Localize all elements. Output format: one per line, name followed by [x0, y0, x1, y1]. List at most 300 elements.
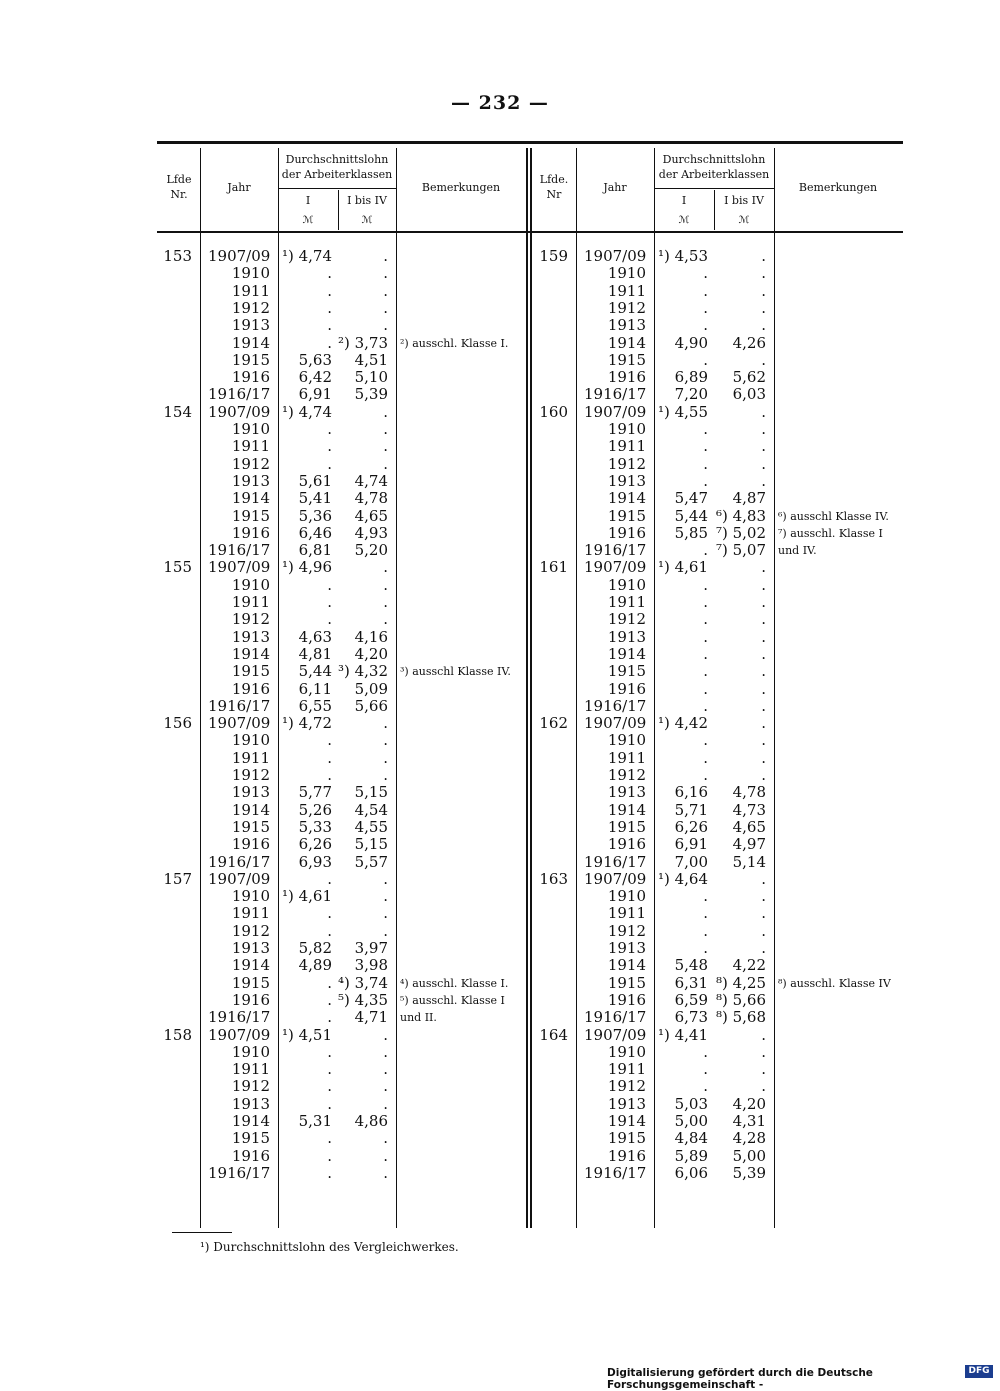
header-durchschnitt-right [654, 152, 774, 182]
year-cell: 1913 [231, 316, 270, 335]
year-cell: 1914 [607, 800, 646, 819]
wage-class-i: 4,63 [298, 627, 332, 646]
wage-class-i: 5,63 [298, 350, 332, 369]
header-unit-i: ℳ [302, 215, 314, 226]
wage-class-i: . [327, 437, 332, 456]
year-cell: 1915 [607, 1129, 646, 1148]
wage-class-i-iv: 4,26 [732, 333, 766, 352]
wage-class-i-iv: . [761, 869, 766, 888]
year-cell: 1915 [231, 506, 270, 525]
wage-class-i: . [703, 696, 708, 715]
wage-class-i-iv: 5,57 [354, 852, 388, 871]
wage-class-i-iv: 4,65 [732, 817, 766, 836]
wage-class-i: . [703, 662, 708, 681]
header-lfde: Lfde [166, 173, 192, 186]
wage-class-i: 6,91 [298, 385, 332, 404]
center-double-rule-2 [530, 148, 532, 1228]
wage-class-i-iv: 4,78 [732, 783, 766, 802]
wage-class-i: 6,89 [674, 368, 708, 387]
wage-class-i: . [703, 939, 708, 957]
header-col-i-iv-right: I bis IV [724, 194, 764, 207]
wage-class-i: 5,41 [298, 489, 332, 508]
wage-class-i: . [327, 1094, 332, 1113]
year-cell: 1911 [231, 904, 270, 923]
wage-class-i: ¹) 4,72 [281, 714, 332, 733]
year-cell: 1916 [607, 835, 646, 854]
header-durchschnitt-line2: der Arbeiterklassen [281, 168, 393, 181]
wage-class-i: 4,90 [674, 333, 708, 352]
year-cell: 1915 [231, 1129, 270, 1148]
wage-class-i: . [327, 454, 332, 473]
wage-class-i: 6,26 [298, 835, 332, 854]
wage-class-i: 5,77 [298, 783, 332, 802]
wage-class-i-iv: . [761, 264, 766, 283]
wage-class-i: 4,81 [298, 644, 332, 663]
footnote: ¹) Durchschnittslohn des Vergleichwerkes. [200, 1240, 459, 1254]
wage-class-i-iv: . [761, 921, 766, 940]
wage-class-i: . [327, 316, 332, 335]
year-cell: 1910 [607, 731, 646, 750]
year-cell: 1915 [607, 506, 646, 525]
wage-class-i-iv: . [761, 731, 766, 750]
wage-class-i-iv: 4,93 [354, 523, 388, 542]
wage-class-i-iv: 4,87 [732, 489, 766, 508]
year-cell: 1916 [607, 679, 646, 698]
dfg-credit: Digitalisierung gefördert durch die Deutsche Forschungsgemeinschaft - [607, 1367, 873, 1391]
wage-class-i: ¹) 4,41 [657, 1025, 708, 1044]
row-number: 156 [163, 714, 192, 733]
wage-class-i: . [703, 766, 708, 784]
remark-note: und II. [400, 1011, 437, 1025]
wage-class-i-iv: 5,62 [732, 368, 766, 387]
footnote-rule [172, 1232, 232, 1233]
wage-class-i: . [327, 990, 332, 1009]
year-cell: 1916/17 [584, 1163, 647, 1182]
wage-class-i-iv: 5,10 [354, 368, 388, 387]
year-cell: 1913 [607, 1094, 646, 1113]
wage-class-i: . [327, 1146, 332, 1165]
wage-class-i: . [703, 420, 708, 438]
wage-class-i-iv: . [383, 904, 388, 923]
wage-class-i-iv: . [383, 420, 388, 438]
wage-class-i-iv: . [761, 679, 766, 698]
wage-class-i: . [703, 1077, 708, 1096]
wage-class-i-iv: . [761, 1042, 766, 1061]
wage-class-i-iv: . [383, 1060, 388, 1079]
header-unit-i-iv: ℳ [361, 215, 373, 226]
year-cell: 1913 [607, 471, 646, 490]
wage-class-i-iv: . [761, 593, 766, 611]
year-cell: 1912 [607, 1077, 646, 1096]
year-cell: 1915 [607, 973, 646, 992]
vrule [774, 148, 775, 1228]
header-lfde-nr [158, 172, 200, 202]
wage-class-i: . [327, 921, 332, 940]
header-bemerkungen-left: Bemerkungen [421, 181, 501, 194]
row-number: 163 [539, 869, 568, 888]
year-cell: 1910 [231, 420, 270, 438]
wage-class-i: 5,03 [674, 1094, 708, 1113]
wage-class-i-iv: . [383, 593, 388, 611]
header-durchschnitt-line1: Durchschnittslohn [285, 153, 389, 166]
year-cell: 1913 [607, 783, 646, 802]
year-cell: 1916/17 [208, 385, 271, 404]
wage-class-i: . [703, 264, 708, 283]
year-cell: 1910 [607, 887, 646, 906]
wage-class-i: . [327, 869, 332, 888]
wage-class-i: 5,47 [674, 489, 708, 508]
year-cell: 1914 [607, 644, 646, 663]
year-cell: 1916/17 [584, 852, 647, 871]
wage-class-i-iv: 4,97 [732, 835, 766, 854]
wage-class-i: 5,00 [674, 1112, 708, 1130]
vrule [200, 148, 201, 1228]
wage-class-i: 5,31 [298, 1112, 332, 1130]
year-cell: 1912 [607, 921, 646, 940]
header-unit-i-right: ℳ [678, 215, 690, 226]
year-cell: 1916 [231, 523, 270, 542]
wage-class-i-iv: 5,39 [732, 1163, 766, 1182]
row-number: 160 [539, 402, 568, 421]
year-cell: 1913 [231, 627, 270, 646]
wage-class-i-iv: 5,15 [354, 835, 388, 854]
wage-class-i-iv: . [383, 264, 388, 283]
header-durchschnitt [278, 152, 396, 182]
wage-class-i: . [703, 904, 708, 923]
wage-class-i: . [327, 1060, 332, 1079]
remark-note: und IV. [778, 544, 817, 558]
wage-class-i: 6,31 [674, 973, 708, 992]
wage-class-i-iv: 4,28 [732, 1129, 766, 1148]
wage-class-i: 6,81 [298, 541, 332, 560]
year-cell: 1915 [607, 662, 646, 681]
header-jahr-right: Jahr [603, 181, 627, 194]
wage-class-i: . [703, 575, 708, 594]
year-cell: 1915 [231, 350, 270, 369]
wage-class-i: . [327, 420, 332, 438]
wage-class-i-iv: 4,51 [354, 350, 388, 369]
year-cell: 1914 [607, 956, 646, 975]
wage-class-i-iv: 4,86 [354, 1112, 388, 1130]
year-cell: 1916/17 [208, 1163, 271, 1182]
header-col-i-right: I [681, 194, 687, 207]
year-cell: 1916/17 [208, 541, 271, 560]
wage-class-i-iv: . [383, 437, 388, 456]
wage-class-i-iv: . [761, 1025, 766, 1044]
wage-class-i-iv: . [761, 610, 766, 629]
wage-class-i: . [327, 281, 332, 300]
year-cell: 1915 [231, 973, 270, 992]
year-cell: 1912 [231, 1077, 270, 1096]
wage-class-i-iv: . [383, 281, 388, 300]
year-cell: 1911 [607, 593, 646, 611]
wage-class-i-iv: ⁵) 4,35 [337, 990, 388, 1009]
wage-class-i-iv: . [761, 748, 766, 767]
remark-note: ⁵) ausschl. Klasse I [400, 993, 505, 1007]
year-cell: 1914 [231, 489, 270, 508]
remark-note: ⁶) ausschl Klasse IV. [778, 509, 889, 523]
row-number: 154 [163, 402, 192, 421]
wage-class-i-iv: . [761, 766, 766, 784]
wage-class-i: . [703, 281, 708, 300]
wage-class-i-iv: 4,65 [354, 506, 388, 525]
wage-class-i: . [703, 298, 708, 317]
wage-class-i: . [327, 766, 332, 784]
wage-class-i-iv: 4,55 [354, 817, 388, 836]
dfg-logo: DFG [965, 1365, 993, 1378]
year-cell: 1907/09 [208, 869, 271, 888]
wage-class-i-iv: ⁶) 4,83 [715, 506, 766, 525]
wage-class-i-iv: . [761, 437, 766, 456]
wage-class-i: . [327, 1163, 332, 1182]
top-rule [157, 141, 903, 144]
wage-class-i-iv: . [761, 627, 766, 646]
wage-class-i-iv: ³) 4,32 [337, 662, 388, 681]
year-cell: 1911 [607, 281, 646, 300]
wage-class-i: 4,89 [298, 956, 332, 975]
wage-class-i-iv: 4,54 [354, 800, 388, 819]
wage-class-i: ¹) 4,74 [281, 402, 332, 421]
year-cell: 1916 [607, 990, 646, 1009]
wage-class-i-iv: 5,09 [354, 679, 388, 698]
wage-class-i: ¹) 4,55 [657, 402, 708, 421]
wage-class-i: 5,71 [674, 800, 708, 819]
wage-class-i: . [327, 748, 332, 767]
wage-class-i-iv: 5,20 [354, 541, 388, 560]
wage-class-i-iv: 4,16 [354, 627, 388, 646]
header-bemerkungen-right: Bemerkungen [798, 181, 878, 194]
wage-class-i: . [703, 610, 708, 629]
wage-class-i-iv: . [761, 714, 766, 733]
wage-class-i-iv: ⁴) 3,74 [337, 973, 388, 992]
center-double-rule [526, 148, 528, 1228]
wage-class-i-iv: . [383, 921, 388, 940]
year-cell: 1910 [607, 1042, 646, 1061]
year-cell: 1915 [607, 350, 646, 369]
page-number: — 232 — [451, 92, 549, 114]
wage-class-i: ¹) 4,64 [657, 869, 708, 888]
wage-class-i-iv: . [383, 887, 388, 906]
wage-class-i-iv: . [761, 662, 766, 681]
header-jahr: Jahr [227, 181, 251, 194]
wage-class-i-iv: 4,73 [732, 800, 766, 819]
year-cell: 1916/17 [208, 1008, 271, 1027]
wage-class-i-iv: . [761, 696, 766, 715]
wage-class-i-iv: . [383, 869, 388, 888]
year-cell: 1911 [607, 904, 646, 923]
header-lfde-nr-right [532, 172, 576, 202]
wage-class-i: . [703, 541, 708, 560]
wage-class-i: . [703, 1042, 708, 1061]
wage-class-i-iv: . [383, 1146, 388, 1165]
wage-class-i: . [327, 298, 332, 317]
wage-class-i: . [327, 1042, 332, 1061]
year-cell: 1912 [607, 766, 646, 784]
wage-class-i: . [327, 1077, 332, 1096]
wage-class-i-iv: . [383, 610, 388, 629]
year-cell: 1913 [231, 783, 270, 802]
wage-class-i-iv: ²) 3,73 [337, 333, 388, 352]
year-cell: 1915 [607, 817, 646, 836]
year-cell: 1907/09 [584, 558, 647, 577]
wage-class-i: 6,91 [674, 835, 708, 854]
wage-class-i: . [327, 1008, 332, 1027]
wage-class-i: 6,42 [298, 368, 332, 387]
wage-class-i: . [703, 454, 708, 473]
year-cell: 1907/09 [208, 714, 271, 733]
year-cell: 1916/17 [584, 1008, 647, 1027]
wage-class-i: ¹) 4,53 [657, 247, 708, 265]
wage-class-i-iv: . [383, 575, 388, 594]
row-number: 153 [163, 247, 192, 265]
wage-class-i-iv: 3,98 [354, 956, 388, 975]
wage-class-i-iv: . [383, 298, 388, 317]
remark-note: ²) ausschl. Klasse I. [400, 336, 509, 350]
wage-class-i-iv: . [383, 1163, 388, 1182]
wage-class-i: 5,44 [674, 506, 708, 525]
wage-class-i-iv: . [383, 454, 388, 473]
wage-class-i: 6,46 [298, 523, 332, 542]
wage-class-i-iv: . [383, 402, 388, 421]
wage-class-i: 5,26 [298, 800, 332, 819]
year-cell: 1911 [231, 748, 270, 767]
wage-class-i: . [703, 679, 708, 698]
wage-class-i-iv: 4,22 [732, 956, 766, 975]
year-cell: 1907/09 [584, 869, 647, 888]
year-cell: 1914 [607, 1112, 646, 1130]
wage-class-i: ¹) 4,42 [657, 714, 708, 733]
year-cell: 1916/17 [208, 852, 271, 871]
year-cell: 1912 [607, 454, 646, 473]
vrule [396, 148, 397, 1228]
wage-class-i-iv: . [383, 766, 388, 784]
year-cell: 1912 [607, 610, 646, 629]
wage-class-i-iv: 6,03 [732, 385, 766, 404]
wage-class-i-iv: 5,14 [732, 852, 766, 871]
wage-class-i: 6,11 [298, 679, 332, 698]
wage-class-i: . [703, 887, 708, 906]
year-cell: 1916 [607, 523, 646, 542]
year-cell: 1911 [607, 748, 646, 767]
wage-class-i: ¹) 4,61 [281, 887, 332, 906]
year-cell: 1914 [231, 333, 270, 352]
year-cell: 1910 [607, 420, 646, 438]
year-cell: 1912 [231, 610, 270, 629]
year-cell: 1916 [231, 990, 270, 1009]
wage-class-i-iv: 4,78 [354, 489, 388, 508]
wage-class-i: . [703, 316, 708, 335]
row-number: 162 [539, 714, 568, 733]
wage-class-i-iv: ⁸) 5,68 [715, 1008, 766, 1027]
row-number: 161 [539, 558, 568, 577]
year-cell: 1914 [231, 800, 270, 819]
year-cell: 1914 [607, 489, 646, 508]
wage-class-i-iv: . [383, 558, 388, 577]
year-cell: 1916 [231, 679, 270, 698]
year-cell: 1914 [231, 1112, 270, 1130]
wage-class-i-iv: . [383, 714, 388, 733]
wage-class-i: . [327, 610, 332, 629]
wage-class-i: 5,82 [298, 939, 332, 957]
year-cell: 1912 [607, 298, 646, 317]
wage-class-i-iv: . [383, 1094, 388, 1113]
wage-class-i: 7,00 [674, 852, 708, 871]
wage-class-i: 5,33 [298, 817, 332, 836]
year-cell: 1907/09 [208, 402, 271, 421]
header-unit-i-iv-right: ℳ [738, 215, 750, 226]
wage-class-i: 6,26 [674, 817, 708, 836]
year-cell: 1912 [231, 298, 270, 317]
wage-class-i: . [703, 748, 708, 767]
wage-class-i-iv: 4,71 [354, 1008, 388, 1027]
wage-class-i-iv: . [761, 1060, 766, 1079]
remark-note: ⁸) ausschl. Klasse IV [778, 976, 891, 990]
wage-class-i: . [703, 350, 708, 369]
wage-class-i-iv: . [383, 1025, 388, 1044]
wage-class-i: 5,61 [298, 471, 332, 490]
year-cell: 1911 [607, 1060, 646, 1079]
wage-class-i-iv: 5,39 [354, 385, 388, 404]
wage-class-i-iv: . [761, 471, 766, 490]
wage-class-i-iv: 5,15 [354, 783, 388, 802]
wage-class-i: 7,20 [674, 385, 708, 404]
wage-class-i-iv: . [761, 1077, 766, 1096]
wage-class-i: . [703, 627, 708, 646]
wage-class-i-iv: 4,20 [732, 1094, 766, 1113]
header-col-i-iv: I bis IV [347, 194, 387, 207]
wage-class-i-iv: . [383, 731, 388, 750]
year-cell: 1911 [231, 593, 270, 611]
wage-class-i: . [703, 731, 708, 750]
wage-class-i-iv: . [761, 939, 766, 957]
year-cell: 1914 [607, 333, 646, 352]
wage-class-i-iv: 3,97 [354, 939, 388, 957]
header-nr: Nr. [170, 188, 188, 201]
wage-class-i: . [703, 593, 708, 611]
year-cell: 1915 [231, 817, 270, 836]
hrule [654, 188, 774, 189]
year-cell: 1913 [231, 939, 270, 957]
year-cell: 1910 [231, 264, 270, 283]
wage-class-i: . [703, 1060, 708, 1079]
wage-class-i: . [703, 471, 708, 490]
vrule [576, 148, 577, 1228]
year-cell: 1907/09 [584, 402, 647, 421]
wage-class-i: 6,73 [674, 1008, 708, 1027]
wage-class-i: 6,59 [674, 990, 708, 1009]
wage-class-i: 5,48 [674, 956, 708, 975]
year-cell: 1907/09 [208, 247, 271, 265]
row-number: 157 [163, 869, 192, 888]
wage-class-i: ¹) 4,61 [657, 558, 708, 577]
year-cell: 1915 [231, 662, 270, 681]
row-number: 155 [163, 558, 192, 577]
year-cell: 1916/17 [584, 541, 647, 560]
wage-class-i: 5,85 [674, 523, 708, 542]
wage-class-i-iv: . [383, 1042, 388, 1061]
year-cell: 1911 [231, 437, 270, 456]
wage-class-i-iv: 5,66 [354, 696, 388, 715]
row-number: 159 [539, 247, 568, 265]
wage-class-i: . [703, 437, 708, 456]
wage-class-i-iv: . [761, 887, 766, 906]
wage-class-i: ¹) 4,74 [281, 247, 332, 265]
wage-class-i: ¹) 4,51 [281, 1025, 332, 1044]
year-cell: 1913 [607, 627, 646, 646]
wage-class-i-iv: . [761, 558, 766, 577]
year-cell: 1916 [607, 1146, 646, 1165]
remark-note: ⁷) ausschl. Klasse I [778, 526, 883, 540]
